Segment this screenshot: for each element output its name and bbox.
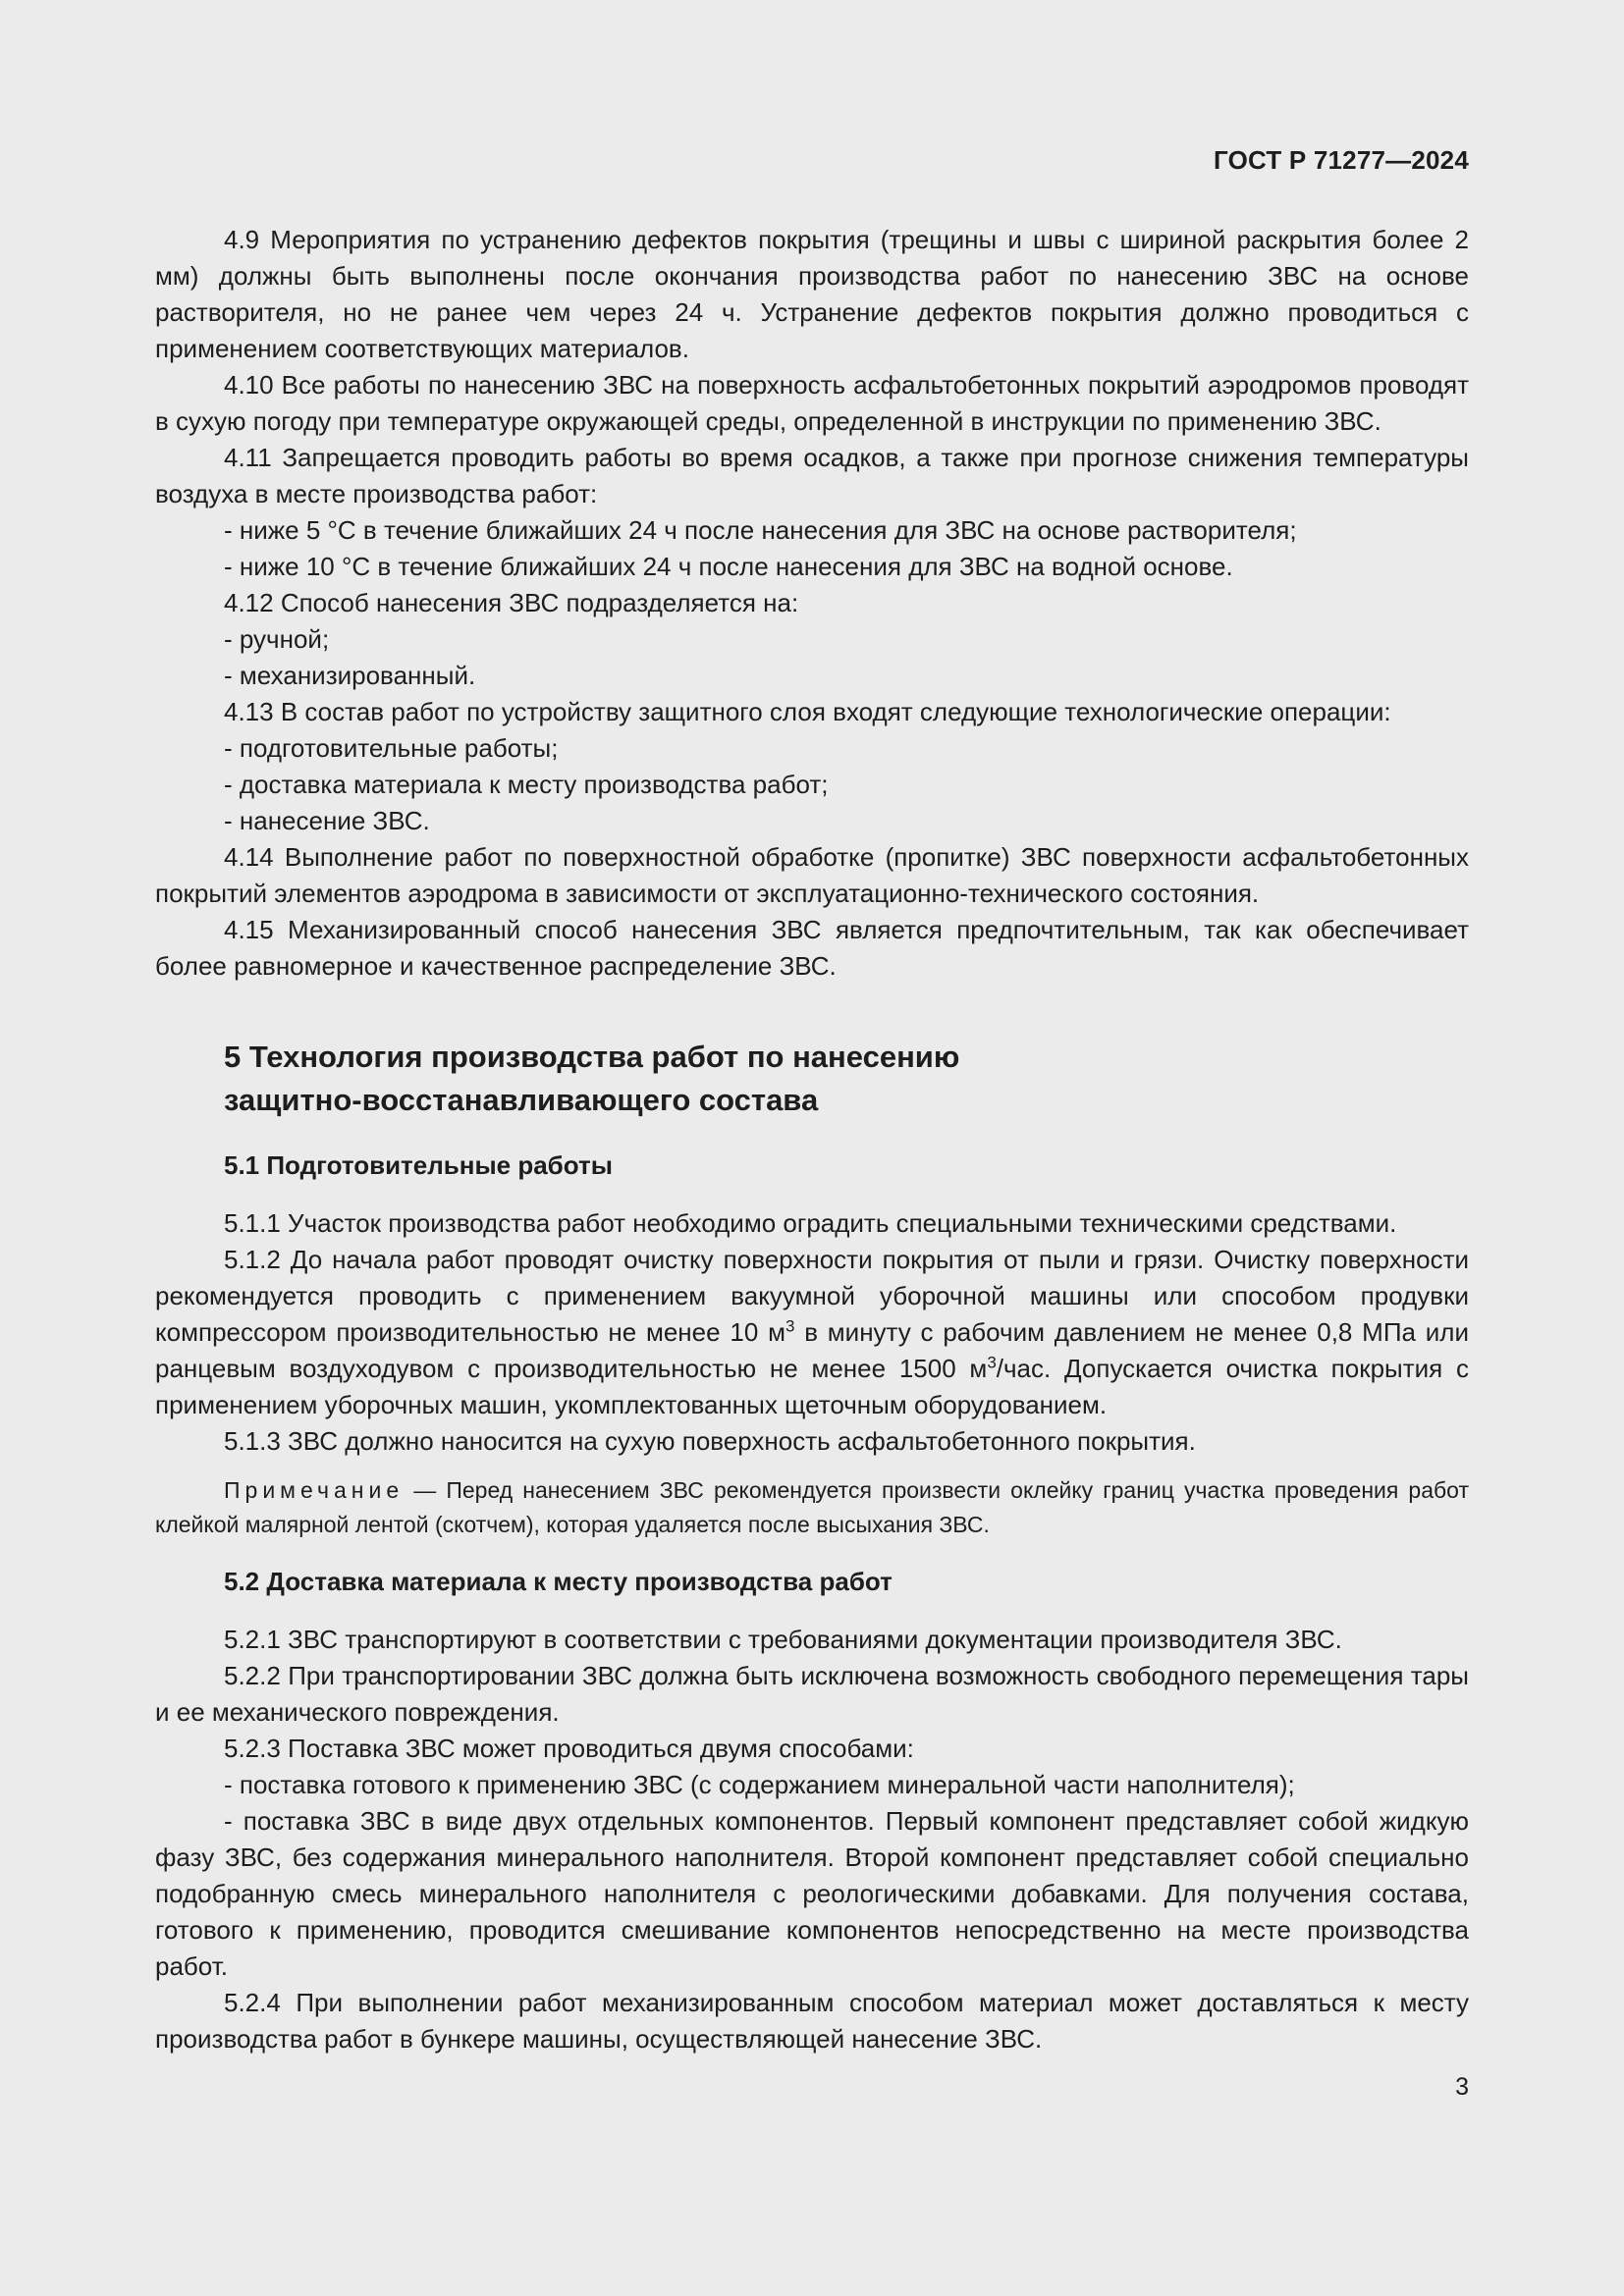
paragraph-4-12: 4.12 Способ нанесения ЗВС подразделяется на: xyxy=(224,588,799,617)
paragraph-4-9: 4.9 Мероприятия по устранению дефектов покрытия (трещины и швы с шириной раскрытия более 2 мм) должны быть выполнены после окончания производства работ по нанесению ЗВС на основе растворителя, но не ранее чем через 24 ч. Устранение дефектов покрытия должно проводиться с применением соответствующих материалов. xyxy=(155,225,1469,363)
section-5-title xyxy=(224,1036,1469,1122)
paragraph-4-14: 4.14 Выполнение работ по поверхностной обработке (пропитке) ЗВС поверхности асфальтобетонных покрытий элементов аэродрома в зависимости от эксплуатационно-технического состояния. xyxy=(155,842,1469,908)
list-item: - поставка ЗВС в виде двух отдельных компонентов. Первый компонент представляет собой жидкую фазу ЗВС, без содержания минерального наполнителя. Второй компонент представляет собой специально подобранную смесь минерального наполнителя с реологическими добавками. Для получения состава, готового к применению, проводится смешивание компонентов непосредственно на месте производства работ. xyxy=(155,1806,1469,1981)
section-5-title-line2: защитно-восстанавливающего состава xyxy=(224,1083,819,1117)
list-item: - подготовительные работы; xyxy=(224,733,559,763)
list-item: - ниже 10 °С в течение ближайших 24 ч после нанесения для ЗВС на водной основе. xyxy=(224,552,1233,581)
note xyxy=(155,1473,1469,1542)
page-number: 3 xyxy=(1455,2073,1469,2101)
paragraph-5-1-2 xyxy=(155,1242,1469,1423)
document-number-header: ГОСТ Р 71277—2024 xyxy=(1214,145,1469,175)
note-label: Примечание xyxy=(224,1477,405,1503)
note-text: — Перед нанесением ЗВС рекомендуется произвести оклейку границ участка проведения работ клейкой малярной лентой (скотчем), которая удаляется после высыхания ЗВС. xyxy=(155,1477,1469,1537)
paragraph-5-2-1: 5.2.1 ЗВС транспортируют в соответствии с требованиями документации производителя ЗВС. xyxy=(224,1625,1342,1654)
list-item: - ниже 5 °С в течение ближайших 24 ч после нанесения для ЗВС на основе растворителя; xyxy=(224,515,1297,545)
document-body xyxy=(155,222,1469,2057)
subsection-5-2-title: 5.2 Доставка материала к месту производства работ xyxy=(224,1567,893,1596)
list-item: - доставка материала к месту производства работ; xyxy=(224,770,829,799)
paragraph-4-10: 4.10 Все работы по нанесению ЗВС на поверхность асфальтобетонных покрытий аэродромов проводят в сухую погоду при температуре окружающей среды, определенной в инструкции по применению ЗВС. xyxy=(155,370,1469,436)
paragraph-4-15: 4.15 Механизированный способ нанесения ЗВС является предпочтительным, так как обеспечивает более равномерное и качественное распределение ЗВС. xyxy=(155,915,1469,981)
paragraph-5-1-1: 5.1.1 Участок производства работ необходимо оградить специальными техническими средствами. xyxy=(224,1208,1397,1238)
section-5-title-line1: 5 Технология производства работ по нанесению xyxy=(224,1040,960,1074)
paragraph-5-2-2: 5.2.2 При транспортировании ЗВС должна быть исключена возможность свободного перемещения тары и ее механического повреждения. xyxy=(155,1661,1469,1727)
list-item: - ручной; xyxy=(224,624,330,654)
paragraph-4-13: 4.13 В состав работ по устройству защитного слоя входят следующие технологические операции: xyxy=(224,697,1391,726)
paragraph-5-1-2-part-b: в минуту с рабочим давлением не менее 0,8 МПа или ранцевым воздуходувом с производительностью не менее 1500 м xyxy=(155,1317,1469,1383)
list-item: - нанесение ЗВС. xyxy=(224,806,430,835)
paragraph-5-1-2-part-c: /час. Допускается очистка покрытия с применением уборочных машин, укомплектованных щеточным оборудованием. xyxy=(155,1354,1469,1419)
paragraph-5-2-4: 5.2.4 При выполнении работ механизированным способом материал может доставляться к месту производства работ в бункере машины, осуществляющей нанесение ЗВС. xyxy=(155,1988,1469,2054)
list-item: - поставка готового к применению ЗВС (с содержанием минеральной части наполнителя); xyxy=(224,1770,1295,1799)
list-item: - механизированный. xyxy=(224,661,476,690)
paragraph-5-1-3: 5.1.3 ЗВС должно наносится на сухую поверхность асфальтобетонного покрытия. xyxy=(224,1426,1196,1456)
superscript-cubic: 3 xyxy=(987,1353,997,1372)
subsection-5-1-title: 5.1 Подготовительные работы xyxy=(224,1150,613,1180)
paragraph-5-2-3: 5.2.3 Поставка ЗВС может проводиться двумя способами: xyxy=(224,1734,914,1763)
paragraph-4-11: 4.11 Запрещается проводить работы во время осадков, а также при прогнозе снижения температуры воздуха в месте производства работ: xyxy=(155,443,1469,508)
superscript-cubic: 3 xyxy=(785,1316,795,1336)
paragraph-5-1-2-part-a: 5.1.2 До начала работ проводят очистку поверхности покрытия от пыли и грязи. Очистку поверхности рекомендуется проводить с применением вакуумной уборочной машины или способом продувки компрессором производительностью не менее 10 м xyxy=(155,1245,1469,1347)
